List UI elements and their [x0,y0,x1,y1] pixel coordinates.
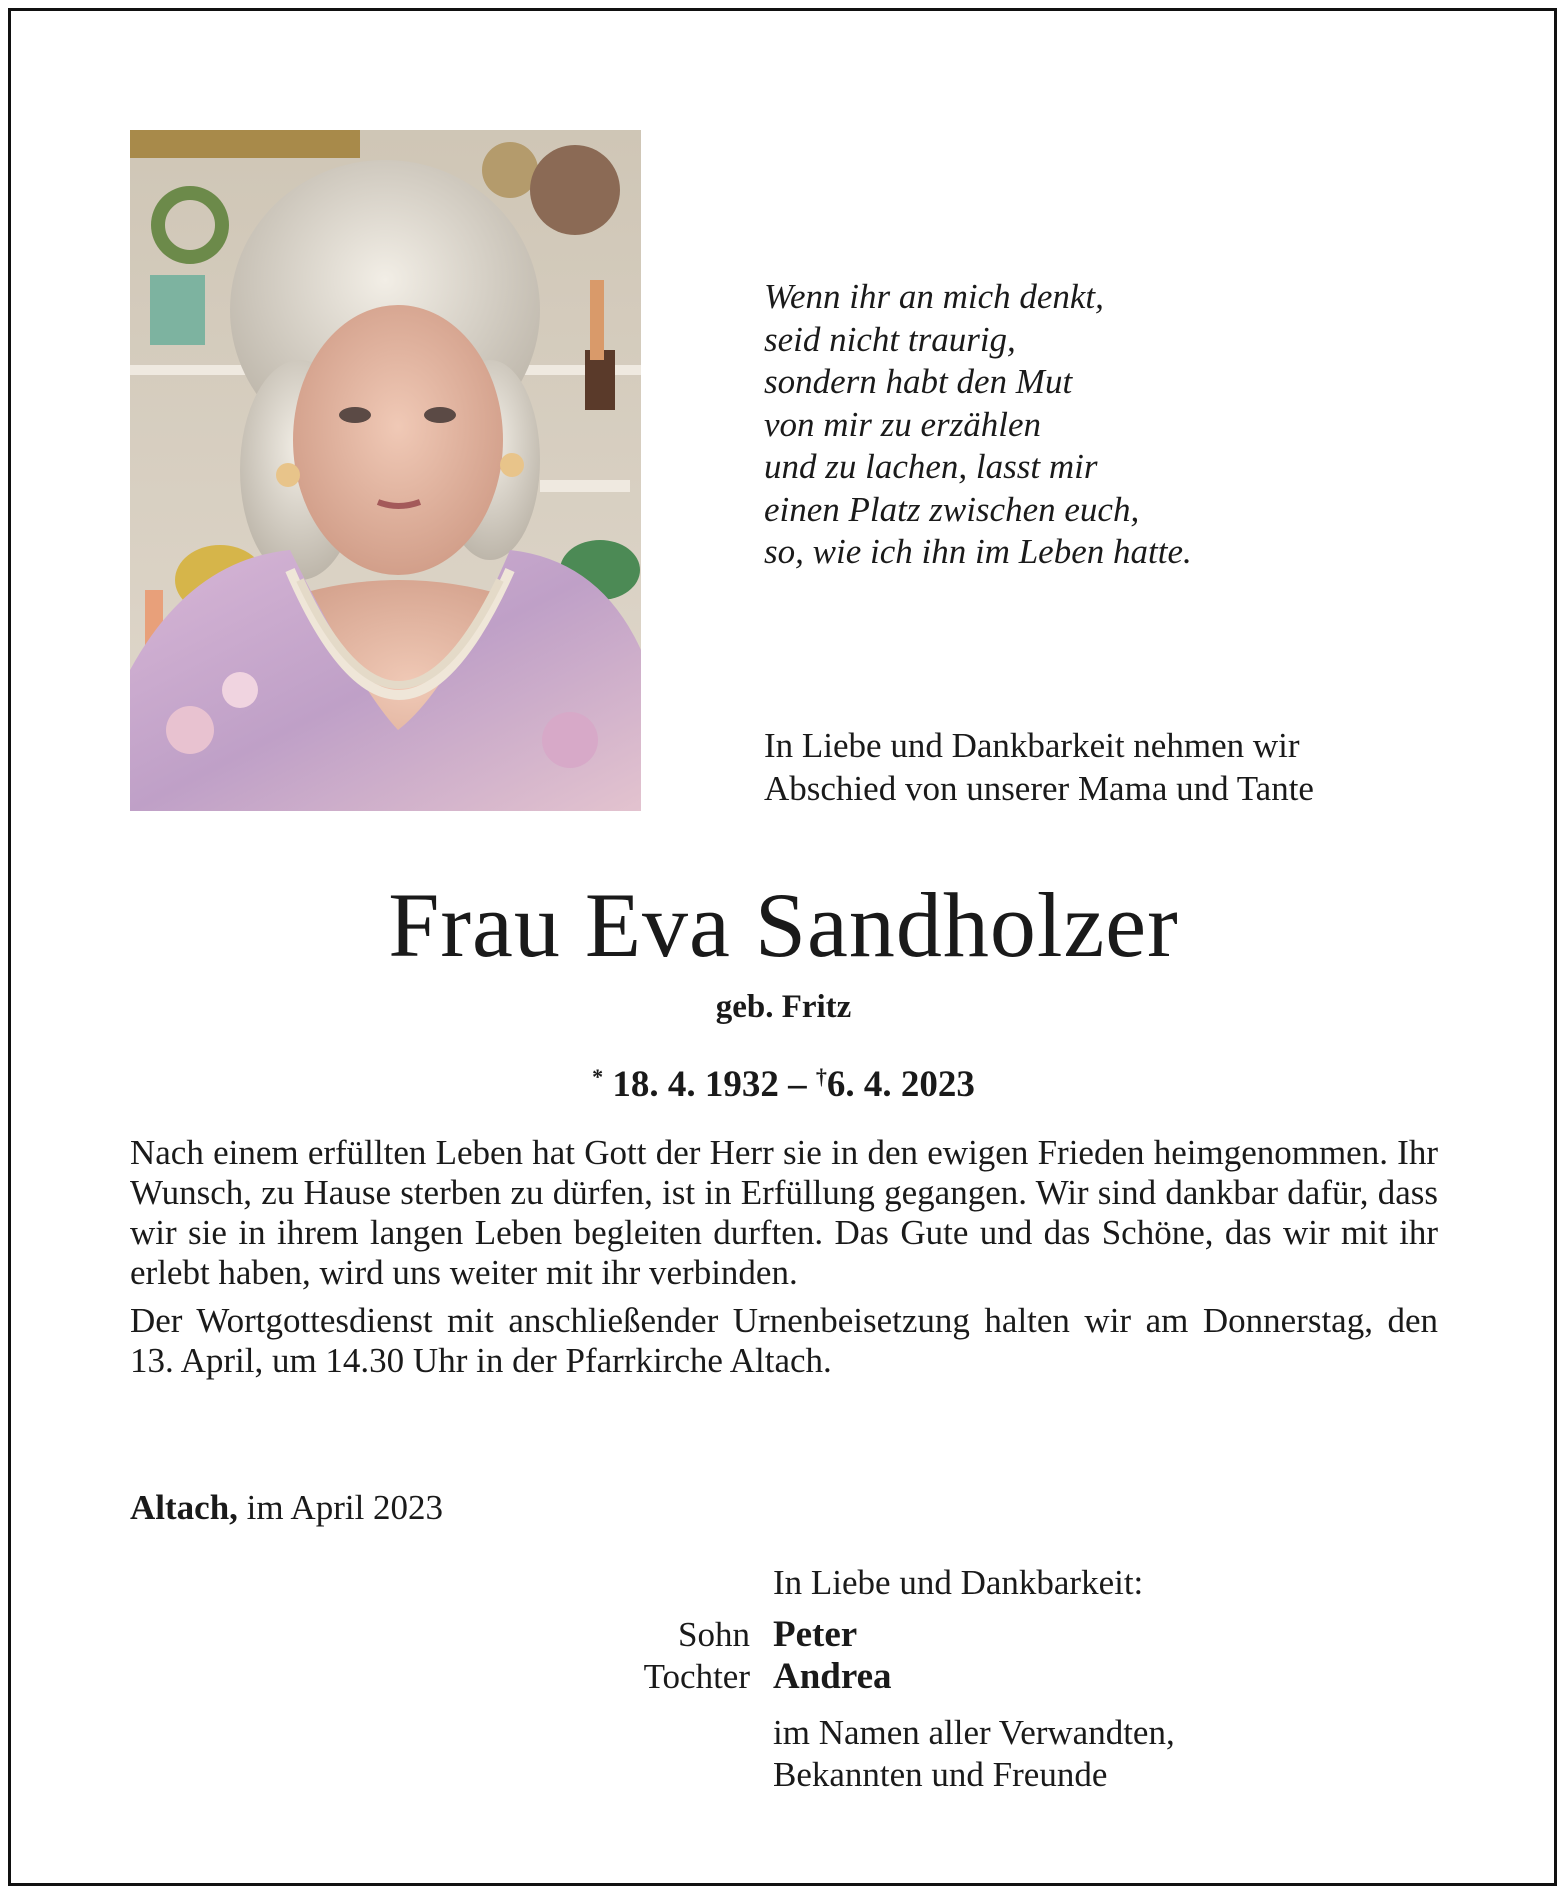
service-paragraph: Der Wortgottesdienst mit anschließender Urnenbeisetzung halten wir am Donnerstag, den 13. April, um 14.30 Uhr in der Pfarrkirche Altach. [130,1301,1438,1380]
date-separator: – [788,1064,807,1105]
family-name: Peter [773,1614,858,1655]
birth-symbol: * [592,1064,604,1089]
poem-line: von mir zu erzählen [764,404,1042,444]
portrait-photo [130,130,641,811]
family-row [500,1656,1400,1698]
place-date [130,1488,443,1528]
poem-line: so, wie ich ihn im Leben hatte. [764,532,1192,571]
family-relation: Sohn [678,1615,750,1654]
family-row [500,1614,1400,1656]
death-date: 6. 4. 2023 [826,1064,975,1105]
signoff-line: im Namen aller Verwandten, [773,1713,1175,1752]
family-name: Andrea [773,1656,892,1697]
death-symbol: † [815,1064,827,1089]
poem-line: Wenn ihr an mich denkt, [764,277,1104,316]
maiden-name: geb. Fritz [715,989,852,1025]
poem-line: seid nicht traurig, [764,319,1016,359]
family-list [500,1614,1400,1698]
body-paragraph: Nach einem erfüllten Leben hat Gott der Herr sie in den ewigen Frieden heimgenommen. Ihr Wunsch, zu Hause sterben zu dürfen, ist in Erfüllung gegangen. Wir sind dankbar dafür, dass wir sie in ihrem langen Leben begleiten durften. Das Gute und das Schöne, das wir mit ihr erlebt haben, wird uns weiter mit ihr verbinden. [130,1133,1438,1292]
poem-line: und zu lachen, lasst mir [764,447,1098,486]
farewell-intro [764,725,1484,810]
poem-line: einen Platz zwischen euch, [764,489,1140,529]
notice-body [130,1133,1438,1381]
signoff-line: Bekannten und Freunde [773,1755,1108,1794]
intro-line: In Liebe und Dankbarkeit nehmen wir [764,726,1300,765]
life-dates [0,1055,1567,1107]
family-relation: Tochter [643,1657,750,1696]
signoff [773,1712,1175,1796]
poem-line: sondern habt den Mut [764,362,1073,401]
place-town: Altach, [130,1488,238,1527]
place-month: im April 2023 [246,1488,444,1527]
intro-line: Abschied von unserer Mama und Tante [764,768,1314,808]
deceased-name: Frau Eva Sandholzer [388,874,1179,976]
closing-line: In Liebe und Dankbarkeit: [773,1563,1144,1602]
portrait-illustration [130,130,641,811]
poem [764,276,1484,574]
birth-date: 18. 4. 1932 [612,1064,779,1105]
